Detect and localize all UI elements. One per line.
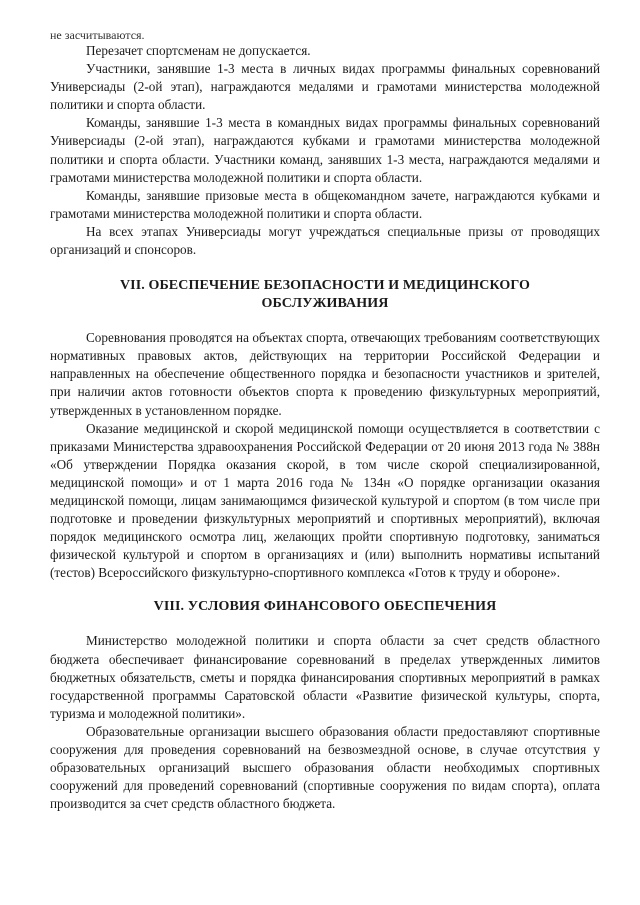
section-7-heading-line2: ОБСЛУЖИВАНИЯ xyxy=(261,296,389,312)
paragraph: Команды, занявшие 1-3 места в командных видах программы финальных соревнований Универсиады (2-ой этап), награждаются кубками и грамотами министерства молодежной политики и спорта области. Участники команд, занявших 1-3 места, награждаются медалями и грамотами министерства молодежной политики и спорта области. xyxy=(50,115,600,185)
paragraph: Образовательные организации высшего образования области предоставляют спортивные сооружения для проведения соревнований на безвозмездной основе, в случае отсутствия у образовательных организаций высшего образования области необходимых спортивных сооружений для проведений соревнований (спортивные сооружения по видам спорта), оплата производится за счет средств областного бюджета. xyxy=(50,723,600,812)
paragraph: Участники, занявшие 1-3 места в личных видах программы финальных соревнований Универсиады (2-ой этап), награждаются медалями и грамотами министерства молодежной политики и спорта области. xyxy=(50,61,600,113)
paragraph: Команды, занявшие призовые места в общекомандном зачете, награждаются кубками и грамотами министерства молодежной политики и спорта области. xyxy=(50,187,600,221)
paragraph: Перезачет спортсменам не допускается. xyxy=(86,43,311,58)
top-fragment: не засчитываются. xyxy=(50,28,145,42)
section-8-body xyxy=(50,632,600,813)
section-7-heading xyxy=(50,277,600,313)
section-6-tail xyxy=(50,42,600,259)
section-7-body xyxy=(50,329,600,582)
section-7-heading-line1: VII. ОБЕСПЕЧЕНИЕ БЕЗОПАСНОСТИ И МЕДИЦИНСКОГО xyxy=(119,278,531,294)
paragraph: Министерство молодежной политики и спорта области за счет средств областного бюджета обеспечивает финансирование соревнований в пределах утвержденных лимитов бюджетных обязательств, сметы и порядка финансирования спортивных мероприятий в рамках государственной программы Саратовской области «Развитие физической культуры, спорта, туризма и молодежной политики». xyxy=(50,633,600,721)
paragraph: Оказание медицинской и скорой медицинской помощи осуществляется в соответствии с приказами Министерства здравоохранения Российской Федерации от 20 июня 2013 года № 388н «Об утверждении Порядка оказания скорой, в том числе скорой специализированной, медицинской помощи» и от 1 марта 2016 года № 134н «О порядке организации оказания медицинской помощи, лицам занимающимся физической культурой и спортом (в том числе при подготовке и проведении физкультурных мероприятий и спортивных мероприятий), включая порядок медицинского осмотра лиц, желающих пройти спортивную подготовку, заниматься физической культурой и спортом в организациях и (или) выполнить нормативы испытаний (тестов) Всероссийского физкультурно-спортивного комплекса «Готов к труду и обороне». xyxy=(50,420,600,581)
section-8-heading: VIII. УСЛОВИЯ ФИНАНСОВОГО ОБЕСПЕЧЕНИЯ xyxy=(153,599,497,615)
paragraph: Соревнования проводятся на объектах спорта, отвечающих требованиям соответствующих нормативных правовых актов, действующих на территории Российской Федерации и направленных на обеспечение общественного порядка и безопасности участников и зрителей, при наличии актов готовности объектов спорта к проведению физкультурных мероприятий, утвержденных в установленном порядке. xyxy=(50,330,600,418)
paragraph: На всех этапах Универсиады могут учреждаться специальные призы от проводящих организаций и спонсоров. xyxy=(50,223,600,258)
